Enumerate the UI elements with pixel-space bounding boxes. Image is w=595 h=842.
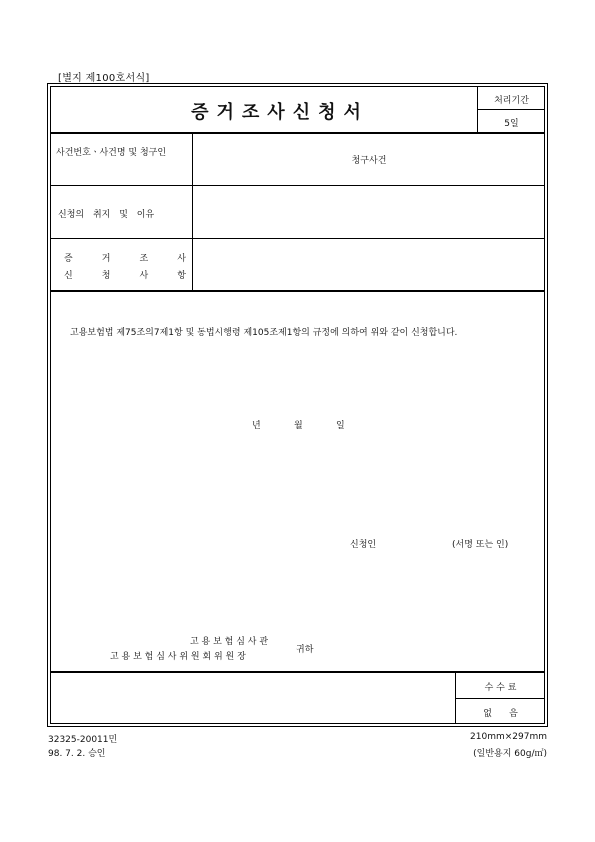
char: 사 bbox=[139, 271, 149, 281]
processing-period-value: 5일 bbox=[504, 119, 519, 129]
form-code: 32325-20011민 bbox=[48, 735, 118, 745]
paper-size: 210mm×297mm bbox=[470, 732, 547, 742]
approval-date: 98. 7. 2. 승인 bbox=[48, 749, 106, 759]
form-title: 증거조사신청서 bbox=[191, 102, 369, 123]
fee-label: 수 수 료 bbox=[484, 683, 517, 693]
char: 거 bbox=[101, 254, 111, 264]
char: 사 bbox=[177, 254, 186, 264]
fee-value: 없 음 bbox=[483, 709, 518, 719]
divider bbox=[50, 290, 545, 292]
processing-period-label: 처리기간 bbox=[494, 96, 529, 106]
case-info-label: 사건번호ㆍ사건명 및 청구인 bbox=[56, 148, 167, 158]
divider bbox=[50, 671, 545, 673]
applicant-label: 신청인 bbox=[350, 540, 377, 550]
divider bbox=[50, 132, 545, 134]
paper-type: (일반용지 60g/㎡) bbox=[473, 749, 547, 759]
divider bbox=[50, 185, 545, 186]
recipient-line2: 고 용 보 험 심 사 위 원 회 위 원 장 bbox=[110, 652, 246, 662]
divider bbox=[50, 238, 545, 239]
form-number-label: [별지 제100호서식] bbox=[58, 73, 150, 84]
date-day: 일 bbox=[336, 421, 345, 431]
application-statement: 고용보험법 제75조의7제1항 및 동법시행령 제105조제1항의 규정에 의하여 위와 같이 신청합니다. bbox=[70, 328, 458, 338]
date-month: 월 bbox=[294, 421, 303, 431]
case-info-value: 청구사건 bbox=[351, 156, 387, 166]
date-year: 년 bbox=[252, 421, 261, 431]
char: 신 bbox=[64, 271, 73, 281]
char: 청 bbox=[101, 271, 111, 281]
char: 조 bbox=[139, 254, 149, 264]
recipient-line1: 고 용 보 험 심 사 관 bbox=[190, 637, 269, 647]
purpose-label-text: 신청의 취지 및 이유 bbox=[58, 210, 155, 220]
form-inner-frame bbox=[50, 86, 545, 724]
evidence-label-line2 bbox=[64, 268, 186, 281]
char: 증 bbox=[64, 254, 73, 264]
divider bbox=[477, 109, 545, 110]
signature-note: (서명 또는 인) bbox=[452, 540, 509, 550]
evidence-label-line1 bbox=[64, 251, 186, 264]
recipient-suffix: 귀하 bbox=[296, 645, 314, 655]
purpose-label bbox=[58, 207, 186, 220]
divider bbox=[455, 698, 545, 699]
char: 항 bbox=[177, 271, 186, 281]
